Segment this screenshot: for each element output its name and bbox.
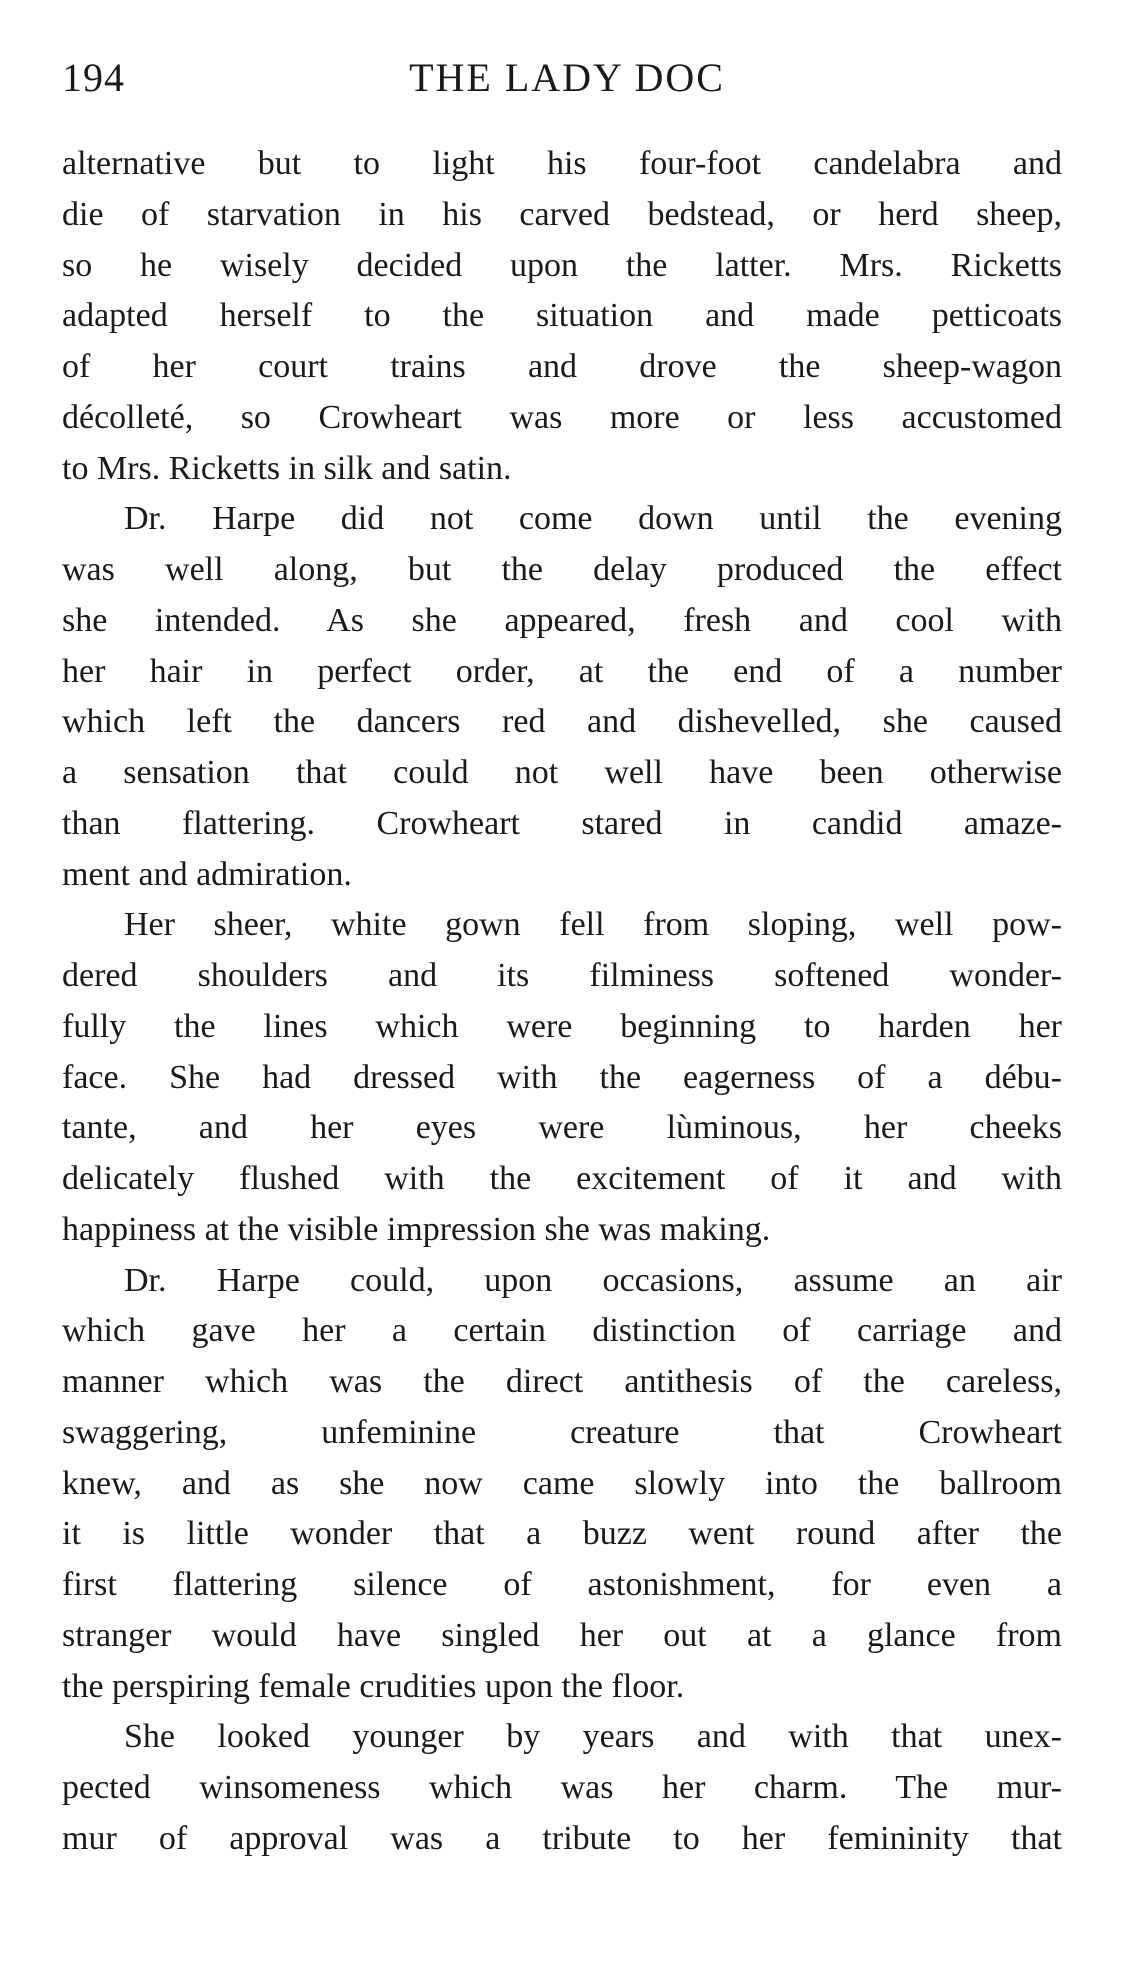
page-header	[62, 48, 1062, 108]
page-number: 194	[62, 55, 125, 100]
text-line: Dr. Harpe did not come down until the evening	[124, 500, 1062, 538]
text-line: Dr. Harpe could, upon occasions, assume an air	[124, 1261, 1062, 1299]
text-line: first flattering silence of astonishment, for even a	[62, 1566, 1062, 1603]
text-line: a sensation that could not well have been otherwise	[62, 754, 1062, 791]
text-line: manner which was the direct antithesis of the careless,	[62, 1363, 1062, 1400]
text-line: happiness at the visible impression she was making.	[62, 1210, 771, 1248]
text-line: She looked younger by years and with that unex-	[124, 1718, 1062, 1756]
text-line: delicately flushed with the excitement of it and with	[62, 1160, 1062, 1197]
text-line: which gave her a certain distinction of carriage and	[62, 1312, 1062, 1350]
text-line: swaggering, unfeminine creature that Crowheart	[62, 1413, 1062, 1451]
text-line: tante, and her eyes were lùminous, her cheeks	[62, 1109, 1062, 1147]
text-line: pected winsomeness which was her charm. The mur-	[62, 1769, 1062, 1806]
text-line: was well along, but the delay produced the effect	[62, 551, 1062, 588]
text-line: the perspiring female crudities upon the floor.	[62, 1667, 685, 1705]
text-line: of her court trains and drove the sheep-wagon	[62, 348, 1062, 385]
text-line: décolleté, so Crowheart was more or less accustomed	[62, 398, 1062, 436]
text-line: it is little wonder that a buzz went round after the	[62, 1515, 1062, 1553]
text-line: mur of approval was a tribute to her femininity that	[62, 1819, 1062, 1857]
book-page	[62, 0, 1062, 1971]
text-line: adapted herself to the situation and made petticoats	[62, 297, 1062, 335]
text-line: which left the dancers red and dishevelled, she caused	[62, 703, 1062, 741]
running-head: THE LADY DOC	[409, 55, 725, 100]
text-line: face. She had dressed with the eagerness of a débu-	[62, 1058, 1062, 1096]
text-line: to Mrs. Ricketts in silk and satin.	[62, 449, 512, 487]
text-line: she intended. As she appeared, fresh and cool with	[62, 601, 1062, 639]
text-line: her hair in perfect order, at the end of a number	[62, 652, 1062, 690]
text-line: than flattering. Crowheart stared in candid amaze-	[62, 804, 1062, 842]
text-line: fully the lines which were beginning to harden her	[62, 1007, 1062, 1045]
text-line: alternative but to light his four-foot candelabra and	[62, 145, 1062, 182]
text-line: ment and admiration.	[62, 855, 352, 893]
text-line: knew, and as she now came slowly into the ballroom	[62, 1464, 1062, 1502]
body-text	[62, 139, 1062, 1865]
text-line: Her sheer, white gown fell from sloping, well pow-	[124, 906, 1062, 944]
text-line: stranger would have singled her out at a glance from	[62, 1616, 1062, 1654]
text-line: die of starvation in his carved bedstead, or herd sheep,	[62, 195, 1062, 233]
text-line: so he wisely decided upon the latter. Mrs. Ricketts	[62, 246, 1062, 284]
text-line: dered shoulders and its filminess softened wonder-	[62, 957, 1062, 994]
